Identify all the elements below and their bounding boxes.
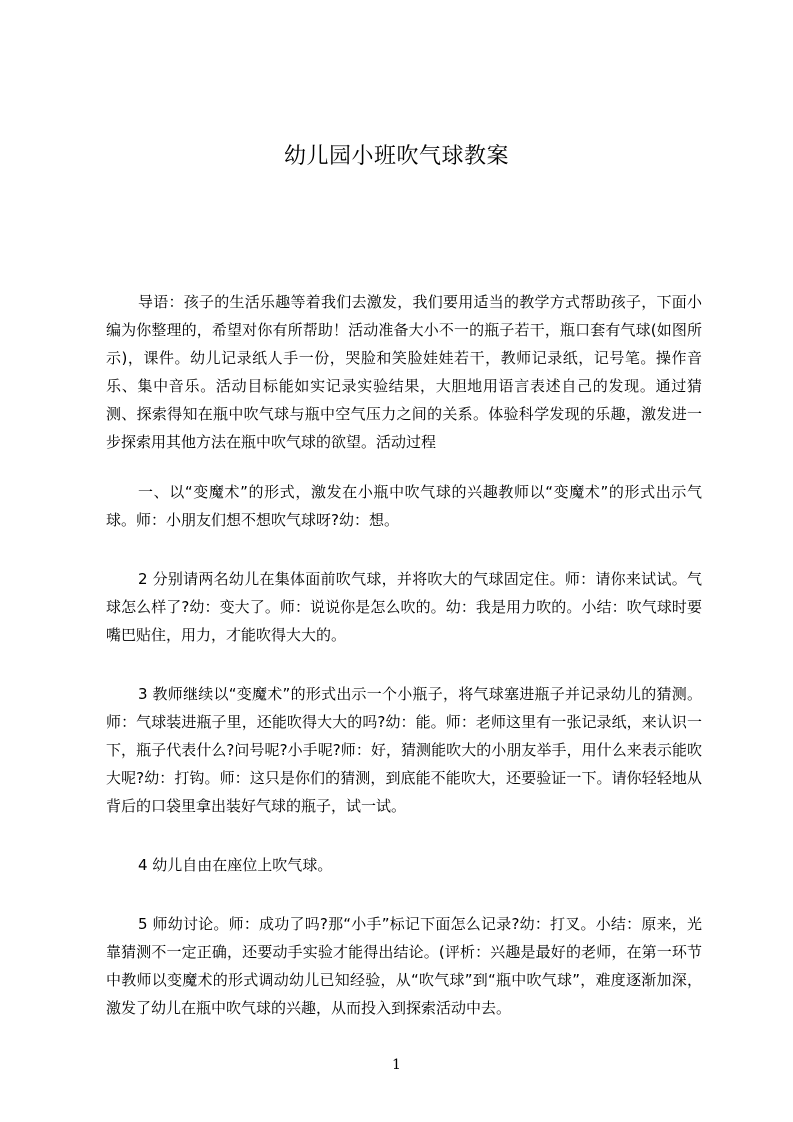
paragraph-intro: 导语：孩子的生活乐趣等着我们去激发，我们要用适当的教学方式帮助孩子，下面小编为你整理的，希望对你有所帮助！活动准备大小不一的瓶子若干，瓶口套有气球(如图所示)，课件。幼儿记录纸人手一份，哭脸和笑脸娃娃若干，教师记录纸，记号笔。操作音乐、集中音乐。活动目标能如实记录实验结果，大胆地用语言表述自己的发现。通过猜测、探索得知在瓶中吹气球与瓶中空气压力之间的关系。体验科学发现的乐趣，激发进一步探索用其他方法在瓶中吹气球的欲望。活动过程 (106, 293, 702, 451)
document-body (106, 288, 702, 1053)
paragraph-step-3: 3 教师继续以“变魔术”的形式出示一个小瓶子，将气球塞进瓶子并记录幼儿的猜测。师：气球装进瓶子里，还能吹得大大的吗?幼：能。师：老师这里有一张记录纸，来认识一下，瓶子代表什么?问号呢?小手呢?师：好，猜测能吹大的小朋友举手，用什么来表示能吹大呢?幼：打钩。师：这只是你们的猜测，到底能不能吹大，还要验证一下。请你轻轻地从背后的口袋里拿出装好气球的瓶子，试一试。 (106, 685, 702, 815)
paragraph-step-5: 5 师幼讨论。师：成功了吗?那“小手”标记下面怎么记录?幼：打叉。小结：原来，光靠猜测不一定正确，还要动手实验才能得出结论。(评析：兴趣是最好的老师，在第一环节中教师以变魔术的形式调动幼儿已知经验，从“吹气球”到“瓶中吹气球”，难度逐渐加深，激发了幼儿在瓶中吹气球的兴趣，从而投入到探索活动中去。 (106, 915, 702, 1017)
paragraph-step-4: 4 幼儿自由在座位上吹气球。 (138, 856, 333, 874)
page-title: 幼儿园小班吹气球教案 (283, 144, 509, 169)
page-number: 1 (392, 1057, 401, 1073)
paragraph-step-2: 2 分别请两名幼儿在集体面前吹气球，并将吹大的气球固定住。师：请你来试试。气球怎么样了?幼：变大了。师：说说你是怎么吹的。幼：我是用力吹的。小结：吹气球时要嘴巴贴住，用力，才能吹得大大的。 (106, 570, 702, 644)
paragraph-step-1: 一、以“变魔术”的形式，激发在小瓶中吹气球的兴趣教师以“变魔术”的形式出示气球。师：小朋友们想不想吹气球呀?幼：想。 (106, 483, 702, 529)
